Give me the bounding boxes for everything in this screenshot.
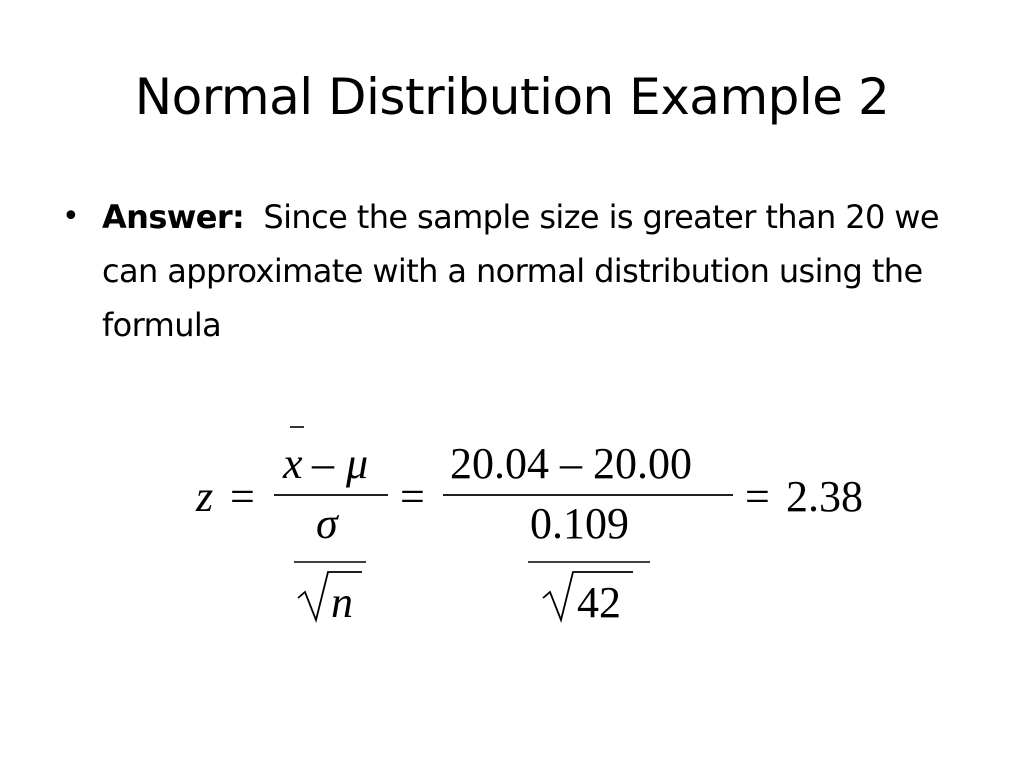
z-score-formula bbox=[0, 400, 1024, 660]
formula-mu: μ bbox=[346, 439, 369, 488]
formula-n: n bbox=[331, 578, 353, 627]
formula-lhs-z: z bbox=[196, 472, 214, 521]
formula-equals-1: = bbox=[230, 472, 255, 521]
formula-numerator-values: 20.04 – 20.00 bbox=[450, 439, 692, 488]
formula-equals-2: = bbox=[400, 472, 425, 521]
answer-text: Since the sample size is greater than 20 we can approximate with a normal distribution using the formula bbox=[102, 198, 939, 344]
slide-title: Normal Distribution Example 2 bbox=[134, 68, 890, 126]
formula-std-dev-value: 0.109 bbox=[530, 499, 629, 548]
formula-equals-3: = bbox=[745, 472, 770, 521]
formula-minus-symbolic: – bbox=[312, 439, 334, 488]
answer-label: Answer: bbox=[102, 198, 245, 236]
formula-sigma: σ bbox=[316, 499, 338, 548]
bullet-text bbox=[102, 190, 962, 352]
formula-result: 2.38 bbox=[786, 472, 863, 521]
formula-x-bar: x bbox=[283, 439, 303, 488]
bullet-marker: • bbox=[62, 199, 80, 234]
formula-sample-size-value: 42 bbox=[577, 578, 621, 627]
